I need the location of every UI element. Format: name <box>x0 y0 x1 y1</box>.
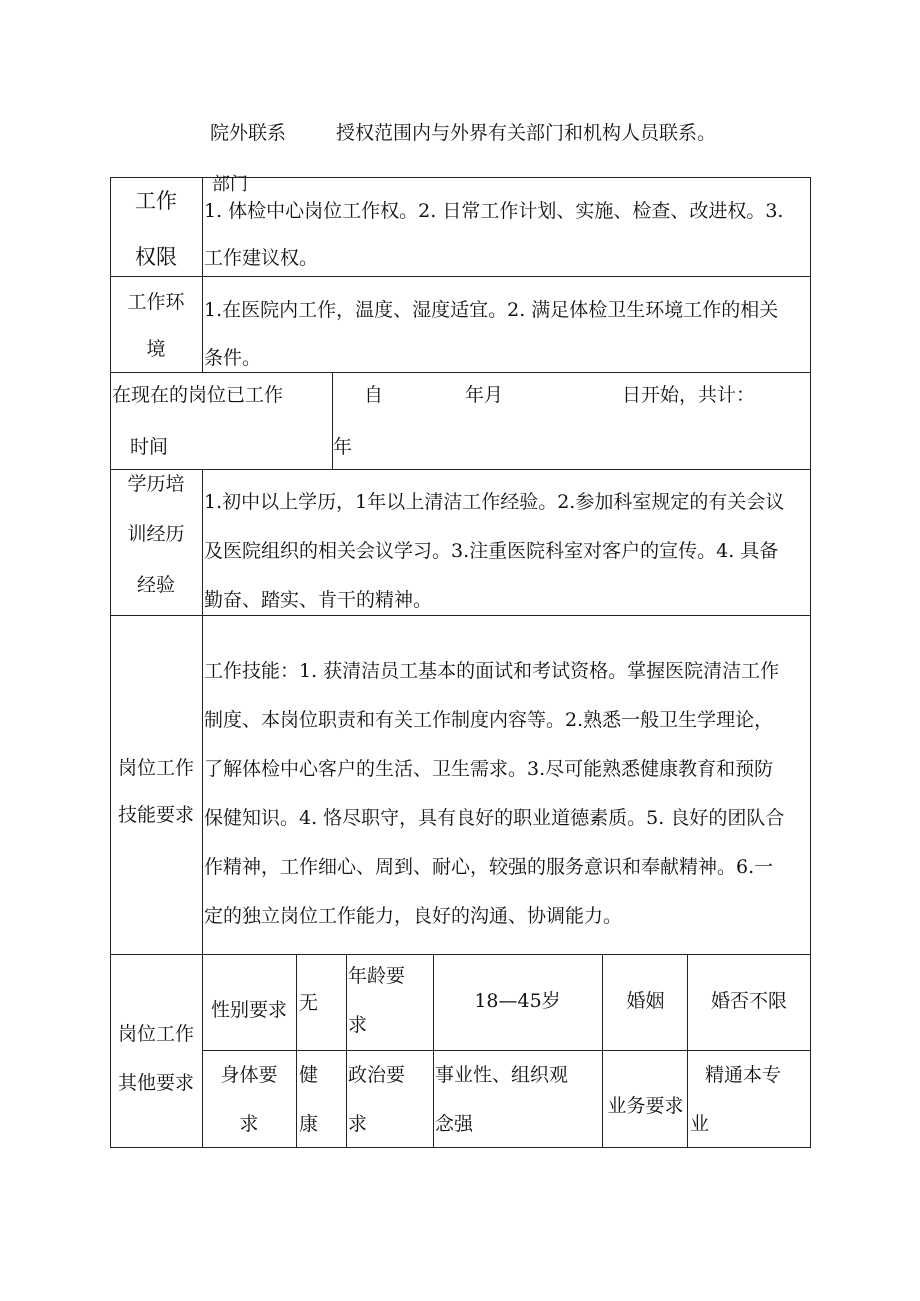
education-text-line1: 1.初中以上学历，1年以上清洁工作经验。2.参加科室规定的有关会议 <box>204 491 785 513</box>
education-label-line1: 学历培 <box>127 473 185 495</box>
skills-line: 了解体检中心客户的生活、卫生需求。3.尽可能熟悉健康教育和预防 <box>204 758 774 780</box>
authority-label-line1: 工作 <box>135 189 177 213</box>
business-label: 业务要求 <box>607 1095 684 1117</box>
education-label-line3: 经验 <box>136 574 175 596</box>
skills-label-line1: 岗位工作 <box>117 757 194 779</box>
dept-word: 部门 <box>212 174 248 195</box>
skills-line: 作精神，工作细心、周到、耐心，较强的服务意识和奉献精神。6.一 <box>204 856 774 878</box>
body-value-line1: 健 <box>299 1064 319 1086</box>
outside-contact-row <box>210 118 716 145</box>
environment-text-line2: 条件。 <box>204 347 262 369</box>
environment-text-line1: 1.在医院内工作，温度、湿度适宜。2. 满足体检卫生环境工作的相关 <box>204 299 779 321</box>
tenure-day-start-total: 日开始，共计： <box>622 384 756 406</box>
authority-text-line2: 工作建议权。 <box>204 247 319 269</box>
age-value: 18—45岁 <box>474 990 561 1012</box>
business-value-line1: 精通本专 <box>705 1064 782 1086</box>
education-label-line2: 训经历 <box>127 523 185 545</box>
politics-label-line1: 政治要 <box>348 1064 406 1086</box>
skills-line: 定的独立岗位工作能力，良好的沟通、协调能力。 <box>204 905 623 927</box>
education-text-line2: 及医院组织的相关会议学习。3.注重医院科室对客户的宣传。4. 具备 <box>204 540 779 562</box>
skills-label-line2: 技能要求 <box>117 804 194 826</box>
education-text-line3: 勤奋、踏实、肯干的精神。 <box>204 589 433 611</box>
age-label-line1: 年龄要 <box>348 965 406 987</box>
body-label-line2: 求 <box>239 1113 259 1135</box>
skills-line: 制度、本岗位职责和有关工作制度内容等。2.熟悉一般卫生学理论， <box>204 709 774 731</box>
outside-contact-label: 院外联系 <box>210 122 287 144</box>
politics-value-line2: 念强 <box>435 1113 474 1135</box>
body-label-line1: 身体要 <box>220 1064 278 1086</box>
environment-label-line2: 境 <box>146 338 166 360</box>
authority-label-line2: 权限 <box>135 245 177 269</box>
environment-label-line1: 工作环 <box>127 291 185 313</box>
age-label-line2: 求 <box>348 1014 368 1036</box>
tenure-year-month: 年月 <box>465 384 504 406</box>
tenure-year: 年 <box>333 436 353 458</box>
tenure-label-line2: 时间 <box>130 436 169 458</box>
gender-value: 无 <box>299 992 319 1014</box>
skills-line: 保健知识。4. 恪尽职守，具有良好的职业道德素质。5. 良好的团队合 <box>204 807 785 829</box>
other-label-line2: 其他要求 <box>117 1072 194 1094</box>
politics-label-line2: 求 <box>348 1113 368 1135</box>
marriage-label: 婚姻 <box>626 990 665 1012</box>
gender-label: 性别要求 <box>210 999 287 1021</box>
tenure-label-line1: 在现在的岗位已工作 <box>112 384 284 406</box>
marriage-value: 婚否不限 <box>710 990 787 1012</box>
tenure-from: 自 <box>364 384 384 406</box>
outside-contact-text: 授权范围内与外界有关部门和机构人员联系。 <box>336 122 717 144</box>
body-value-line2: 康 <box>299 1113 319 1135</box>
skills-line: 工作技能：1. 获清洁员工基本的面试和考试资格。掌握医院清洁工作 <box>204 660 780 682</box>
other-label-line1: 岗位工作 <box>117 1023 194 1045</box>
politics-value-line1: 事业性、组织观 <box>435 1064 569 1086</box>
authority-text-line1: 1. 体检中心岗位工作权。2. 日常工作计划、实施、检查、改进权。3. <box>204 200 784 222</box>
business-value-line2: 业 <box>690 1113 710 1135</box>
